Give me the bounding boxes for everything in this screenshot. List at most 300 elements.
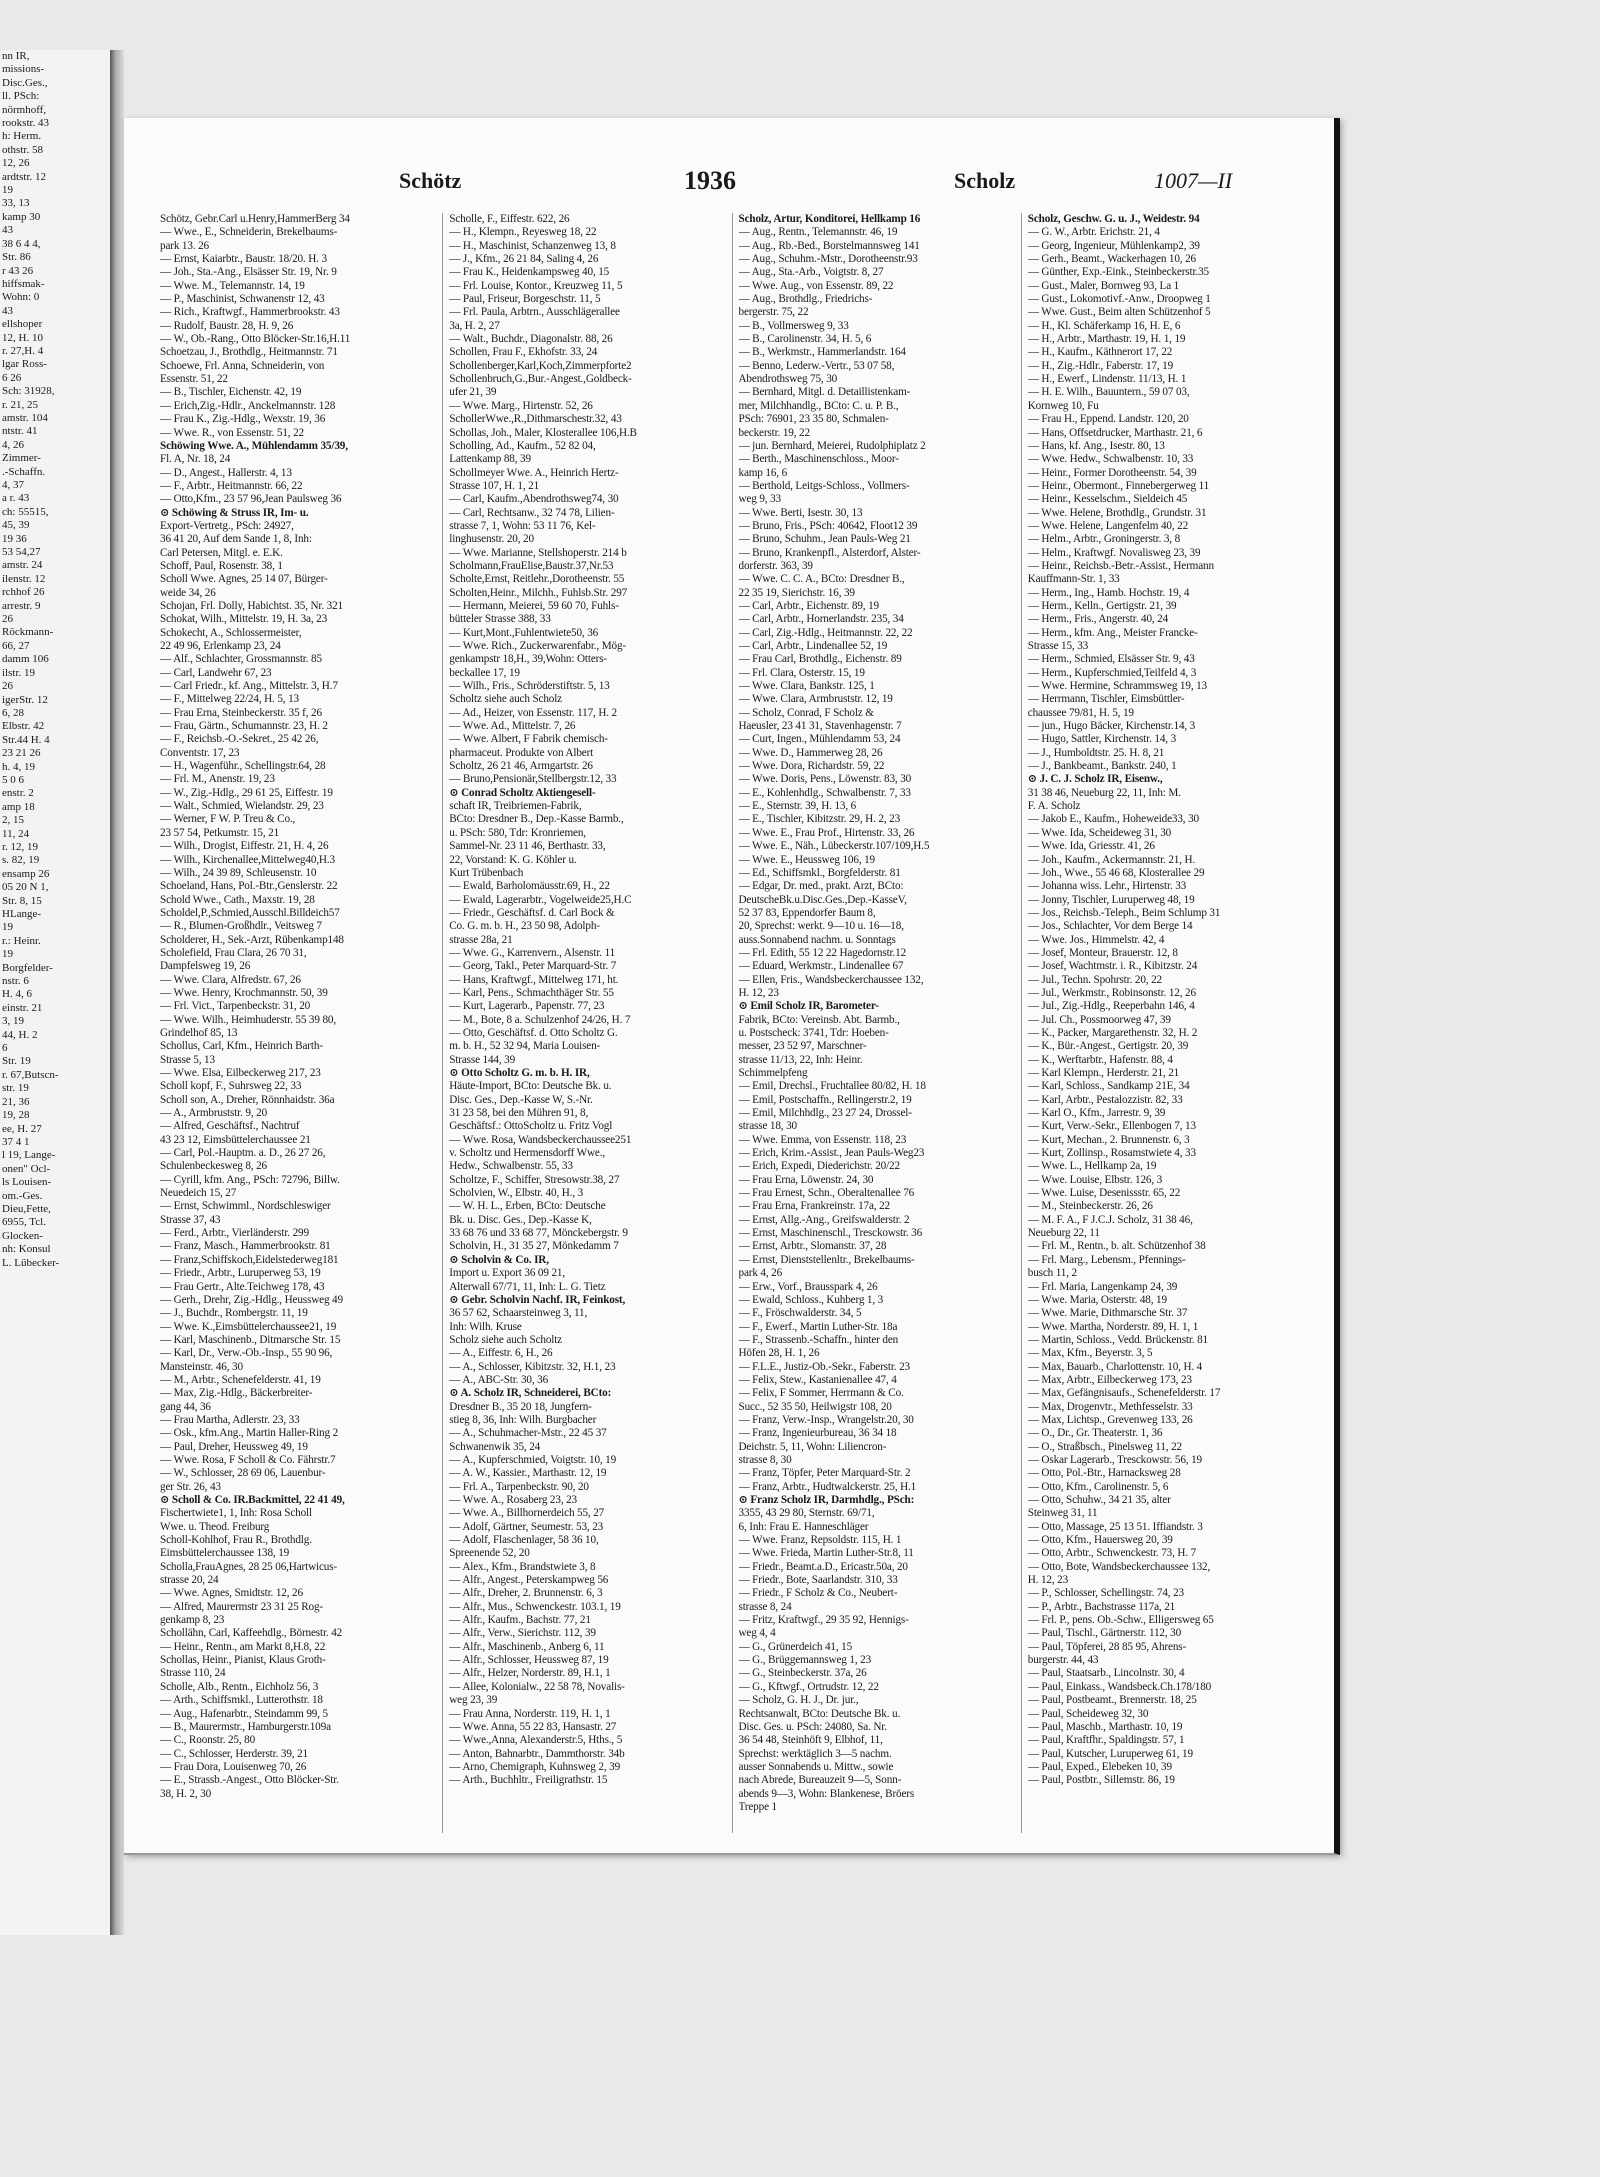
directory-entry: — Alfred, Geschäftsf., Nachtruf [160,1120,300,1133]
directory-entry: — Kurt, Mechan., 2. Brunnenstr. 6, 3 [1027,1133,1190,1146]
directory-entry: — Emil, Drechsl., Fruchtallee 80/82, H. 18 [738,1080,926,1093]
directory-entry: — Aug., Schuhm.-Mstr., Dorotheenstr.93 [738,253,918,266]
directory-entry: — Ellen, Fris., Wandsbeckerchaussee 132, [738,973,924,986]
sliver-line: 66, 27 [2,639,30,652]
directory-entry: — Wwe. Franz, Repsoldstr. 115, H. 1 [738,1534,902,1547]
directory-entry: 43 23 12, Eimsbüttelerchaussee 21 [160,1133,311,1146]
sliver-line: arrestr. 9 [2,599,41,612]
directory-entry: Abendrothsweg 75, 30 [738,373,838,386]
sliver-line: 12, H. 10 [2,331,43,344]
directory-entry: — Jul., Werkmstr., Robinsonstr. 12, 26 [1027,986,1196,999]
directory-entry: — K., Packer, Margarethenstr. 32, H. 2 [1027,1026,1198,1039]
directory-entry: — Arno, Chemigraph, Kuhnsweg 2, 39 [449,1760,621,1773]
sliver-line: r. 12, 19 [2,840,39,853]
directory-entry: — Otto, Massage, 25 13 51. Iffiandstr. 3 [1027,1520,1203,1533]
directory-entry: u. Postscheck: 3741, Tdr: Hoeben- [738,1026,889,1039]
directory-entry: Schimmelpfeng [738,1067,808,1079]
directory-entry: — Otto, Kfm., Hauersweg 20, 39 [1027,1534,1173,1547]
directory-entry: — Heinr., Reichsb.-Betr.-Assist., Hermann [1027,559,1214,572]
directory-entry: ⊙ Scholl & Co. IR.Backmittel, 22 41 49, [160,1494,345,1506]
directory-entry: strasse 8, 30 [738,1453,792,1466]
directory-entry: — B., Vollmersweg 9, 33 [738,319,849,332]
directory-entry: — F.L.E., Justiz-Ob.-Sekr., Faberstr. 23 [738,1360,910,1373]
sliver-line: 6955, Tcl. [2,1216,46,1229]
directory-entry: — Paul, Tischl., Gärtnerstr. 112, 30 [1027,1627,1182,1640]
directory-entry: — Rich., Kraftwgf., Hammerbrookstr. 43 [160,306,340,319]
directory-entry: — H., Maschinist, Schanzenweg 13, 8 [449,239,616,252]
directory-entry: Scholtz siehe auch Scholz [449,693,563,706]
sliver-line: 45, 39 [2,519,30,532]
directory-entry: burgerstr. 44, 43 [1027,1654,1099,1667]
directory-entry: — Paul, Friseur, Borgeschstr. 11, 5 [449,293,601,306]
directory-entry: — Jul. Ch., Possmoorweg 47, 39 [1027,1013,1171,1026]
directory-entry: — Adolf, Flaschenlager, 58 36 10, [449,1534,599,1547]
directory-entry: auss.Sonnabend nachm. u. Sonntags [738,933,896,946]
directory-entry: Scholefield, Frau Clara, 26 70 31, [160,946,307,959]
directory-entry: — Wwe. D., Hammerweg 28, 26 [738,746,883,759]
directory-entry: Schollus, Carl, Kfm., Heinrich Barth- [160,1040,323,1053]
directory-entry: — Carl, Arbtr., Hornerlandstr. 235, 34 [738,613,904,626]
directory-entry: — Alfr., Mus., Schwenckestr. 103.1, 19 [449,1600,621,1613]
directory-entry: — Wwe. A., Billhornerdeich 55, 27 [449,1507,605,1520]
directory-entry: — M. F. A., F J.C.J. Scholz, 31 38 46, [1027,1213,1193,1226]
directory-entry: — B., Carolinenstr. 34, H. 5, 6 [738,333,872,346]
directory-entry: — F., Arbtr., Heitmannstr. 66, 22 [160,479,303,492]
directory-entry: — M., Arbtr., Schenefelderstr. 41, 19 [160,1373,321,1386]
directory-entry: — Frl. M., Anenstr. 19, 23 [160,773,275,786]
directory-entry: ⊙ A. Scholz IR, Schneiderei, BCto: [449,1387,612,1400]
directory-entry: — Ewald, Lagerarbtr., Vogelweide25,H.C [449,893,632,906]
sliver-line: Disc.Ges., [2,76,48,89]
directory-entry: Lattenkamp 88, 39 [449,453,531,466]
directory-entry: — Max, Gefängnisaufs., Schenefelderstr. 17 [1027,1387,1221,1400]
directory-entry: — Wwe. E., Näh., Lübeckerstr.107/109,H.5 [738,840,930,853]
directory-entry: — Franz, Masch., Hammerbrookstr. 81 [160,1240,331,1253]
directory-entry: — Wwe. Gust., Beim alten Schützenhof 5 [1027,306,1211,319]
sliver-line: h: Herm. [2,130,42,143]
directory-entry: F. A. Scholz [1027,800,1081,813]
directory-entry: weide 34, 26 [160,586,216,599]
sliver-line: 05 20 N 1, [2,881,49,894]
directory-entry: — Kurt, Zollinsp., Rosamstwiete 4, 33 [1027,1147,1196,1160]
sliver-line: ee, H. 27 [2,1122,42,1135]
directory-entry: — Jonny, Tischler, Luruperweg 48, 19 [1027,893,1195,906]
directory-entry: Sammel-Nr. 23 11 46, Berthastr. 33, [449,840,606,853]
directory-entry: — F., Reichsb.-O.-Sekret., 25 42 26, [160,733,319,746]
directory-entry: strasse 20, 24 [160,1574,219,1587]
directory-entry: Deichstr. 5, 11, Wohn: Liliencron- [738,1440,887,1453]
directory-entry: Scholl son, A., Dreher, Rönnhaidstr. 36a [160,1093,335,1106]
directory-entry: — B., Tischler, Eichenstr. 42, 19 [160,386,302,399]
directory-entry: — Wwe. Dora, Richardstr. 59, 22 [738,760,885,773]
directory-entry: — Wwe. Hermine, Schrammsweg 19, 13 [1027,680,1207,693]
directory-entry: — Cyrill, kfm. Ang., PSch: 72796, Billw. [160,1173,340,1186]
directory-entry: Schoff, Paul, Rosenstr. 38, 1 [160,559,283,572]
directory-entry: — Paul, Einkass., Wandsbeck.Ch.178/180 [1027,1680,1212,1693]
directory-entry: Mansteinstr. 46, 30 [160,1360,243,1373]
directory-entry: Schojan, Frl. Dolly, Habichtst. 35, Nr. 321 [160,599,343,612]
directory-entry: — Karl, Arbtr., Pestalozzistr. 82, 33 [1027,1093,1183,1106]
directory-entry: — Wilh., Kirchenallee,Mittelweg40,H.3 [160,853,335,866]
directory-entry: — Günther, Exp.-Eink., Steinbeckerstr.35 [1027,266,1209,279]
directory-entry: — Wwe. Anna, 55 22 83, Hansastr. 27 [449,1720,617,1733]
sliver-line: 43 [2,304,13,317]
sliver-line: 6 [2,1042,8,1055]
directory-entry: — A. W., Kassier., Marthastr. 12, 19 [449,1467,607,1480]
sliver-line: 2, 15 [2,814,24,827]
directory-entry: Kurt Trübenbach [449,866,524,879]
directory-entry: — Frau Gertr., Alte.Teichweg 178, 43 [160,1280,325,1293]
sliver-line: 26 [2,613,13,626]
sliver-line: nh: Konsul [2,1243,51,1256]
header-left-keyword: Schötz [399,168,462,193]
directory-entry: Scholderer, H., Sek.-Arzt, Rübenkamp148 [160,933,344,946]
directory-entry: Essenstr. 51, 22 [160,373,228,386]
directory-entry: — Wwe. E., Frau Prof., Hirtenstr. 33, 26 [738,826,915,839]
directory-entry: — Joh., Kaufm., Ackermannstr. 21, H. [1027,853,1196,866]
directory-entry: — Frau Erna, Steinbeckerstr. 35 f, 26 [160,706,322,719]
directory-entry: — J., Humboldtstr. 25. H. 8, 21 [1027,746,1165,759]
sliver-line: r.: Heinr. [2,934,41,947]
directory-entry: — A., Schuhmacher-Mstr., 22 45 37 [449,1427,607,1440]
directory-entry: Scholl Wwe. Agnes, 25 14 07, Bürger- [160,573,328,586]
directory-entry: — Ewald, Schloss., Kuhberg 1, 3 [738,1293,884,1306]
directory-entry: — Ad., Heizer, von Essenstr. 117, H. 2 [449,706,618,719]
directory-entry: — Paul, Kutscher, Luruperweg 61, 19 [1027,1747,1193,1760]
directory-entry: — K., Bür.-Angest., Gertigstr. 20, 39 [1027,1040,1189,1053]
column-2 [449,213,732,1833]
directory-entry: — Alex., Kfm., Brandstwiete 3, 8 [449,1560,596,1573]
directory-entry: PSch: 76901, 23 35 80, Schmalen- [738,413,889,426]
directory-entry: — Herm., Kelln., Gertigstr. 21, 39 [1027,599,1177,612]
directory-entry: Rechtsanwalt, BCto: Deutsche Bk. u. [738,1707,901,1720]
sliver-line: einstr. 21 [2,1001,43,1014]
directory-entry: — Gust., Lokomotivf.-Anw., Droopweg 1 [1027,293,1211,306]
directory-entry: — Martin, Schloss., Vedd. Brückenstr. 81 [1027,1333,1208,1346]
directory-entry: — Wwe. Wilh., Heimhuderstr. 55 39 80, [160,1013,336,1026]
directory-entry: — F., Ewerf., Martin Luther-Str. 18a [738,1320,898,1333]
directory-entry: Schollas, Heinr., Pianist, Klaus Groth- [160,1654,326,1667]
directory-entry: stieg 8, 36, Inh: Wilh. Burgbacher [449,1413,597,1426]
sliver-line: s. 82, 19 [2,854,40,867]
directory-entry: Strasse 15, 33 [1027,640,1089,652]
directory-entry: 3a, H. 2, 27 [449,319,500,332]
column-4 [1028,213,1310,1833]
directory-entry: — Bernhard, Mitgl. d. Detaillistenkam- [738,386,911,399]
directory-entry: — P., Maschinist, Schwanenstr 12, 43 [160,293,325,306]
directory-entry: Scholte,Ernst, Reitlehr.,Dorotheenstr. 55 [449,573,625,586]
directory-entry: — Wwe. Ida, Scheideweg 31, 30 [1027,826,1172,839]
sliver-line: Zimmer- [2,452,41,465]
directory-entry: — Emil, Postschaffn., Rellingerstr.2, 19 [738,1093,912,1106]
directory-entry: — Wwe. Emma, von Essenstr. 118, 23 [738,1133,907,1146]
directory-entry: DeutscheBk.u.Disc.Ges.,Dep.-KasseV, [738,893,907,906]
directory-entry: — Kurt, Verw.-Sekr., Ellenbogen 7, 13 [1027,1120,1196,1133]
previous-page-sliver [0,50,113,1935]
sliver-line: H. 4, 6 [2,988,32,1001]
directory-entry: — Max, Bauarb., Charlottenstr. 10, H. 4 [1027,1360,1203,1373]
directory-entry: — Paul, Dreher, Heussweg 49, 19 [160,1440,308,1453]
directory-entry: — H., Ewerf., Lindenstr. 11/13, H. 1 [1027,373,1187,386]
directory-entry: pharmaceut. Produkte von Albert [449,746,594,759]
directory-entry: — Ernst, Allg.-Ang., Greifswalderstr. 2 [738,1213,910,1226]
sliver-line: 6, 28 [2,706,24,719]
directory-entry: — P., Schlosser, Schellingstr. 74, 23 [1027,1587,1184,1600]
directory-entry: — Wwe. Helene, Brothdlg., Grundstr. 31 [1027,506,1207,519]
directory-entry: — Paul, Staatsarb., Lincolnstr. 30, 4 [1027,1667,1185,1680]
directory-entry: schaft IR, Treibriemen-Fabrik, [449,800,582,813]
directory-entry: — Gerh., Beamt., Wackerhagen 10, 26 [1027,253,1196,266]
directory-entry: Scholten,Heinr., Milchh., Fuhlsb.Str. 297 [449,586,628,599]
directory-entry: — Adolf, Gärtner, Seumestr. 53, 23 [449,1520,604,1533]
directory-entry: — Otto, Geschäftsf. d. Otto Scholtz G. [449,1026,618,1039]
sliver-line: 53 54,27 [2,546,41,559]
sliver-line: missions- [2,63,45,76]
sliver-line: ls Louisen- [2,1176,52,1189]
directory-entry: — Bruno,Pensionär,Stellbergstr.12, 33 [449,773,617,786]
directory-entry: Scholtze, F., Schiffer, Stresowstr.38, 27 [449,1173,620,1186]
directory-entry: — Carl, Arbtr., Lindenallee 52, 19 [738,640,888,652]
directory-entry: Co. G. m. b. H., 23 50 98, Adolph- [449,920,600,933]
sliver-line: .-Schaffn. [2,465,46,478]
directory-entry: — W. H. L., Erben, BCto: Deutsche [449,1200,606,1213]
directory-entry: bütteler Strasse 388, 33 [449,613,551,626]
sliver-line: ilenstr. 12 [2,572,46,585]
sliver-line: 12, 26 [2,157,30,170]
directory-entry: — H. E. Wilh., Bauuntern., 59 07 03, [1027,386,1190,399]
directory-entry: — Herrmann, Tischler, Eimsbüttler- [1027,693,1185,706]
directory-entry: — O., Dr., Gr. Theaterstr. 1, 36 [1027,1427,1163,1440]
directory-entry: — Ernst, Arbtr., Slomanstr. 37, 28 [738,1240,887,1253]
directory-entry: Dresdner B., 35 20 18, Jungfern- [449,1400,592,1413]
directory-entry: 22, Vorstand: K. G. Köhler u. [449,853,577,866]
directory-entry: — Otto, Pol.-Btr., Harnacksweg 28 [1027,1467,1181,1480]
directory-entry: — Wilh., Drogist, Eiffestr. 21, H. 4, 26 [160,840,329,853]
sliver-line: Str. 86 [2,251,31,264]
sliver-line: igerStr. 12 [2,693,48,706]
sliver-line: str. 19 [2,1082,29,1095]
directory-entry: Schollmeyer Wwe. A., Heinrich Hertz- [449,466,619,479]
directory-entry: — Wwe. Louise, Elbstr. 126, 3 [1027,1173,1163,1186]
directory-entry: Scholl kopf, F., Suhrsweg 22, 33 [160,1080,302,1093]
directory-entry: — Oskar Lagerarb., Tresckowstr. 56, 19 [1027,1453,1202,1466]
sliver-line: 37 4 1 [2,1135,30,1148]
directory-entry: 36 57 62, Schaarsteinweg 3, 11, [449,1307,588,1320]
directory-entry: — Paul, Töpferei, 28 85 95, Ahrens- [1027,1640,1187,1653]
directory-entry: Wwe. u. Theod. Freiburg [160,1520,270,1533]
sliver-line: Str.44 H. 4 [2,733,50,746]
directory-entry: mer, Milchhandlg., BCto: C. u. P. B., [738,399,899,412]
sliver-line: rookstr. 43 [2,117,50,130]
directory-entry: — Anton, Bahnarbtr., Dammthorstr. 34b [449,1747,625,1760]
sliver-line: 19 36 [2,532,27,545]
directory-entry: strasse 28a, 21 [449,933,513,946]
directory-entry: — Wilh., 24 39 89, Schleusenstr. 10 [160,866,317,879]
directory-entry: beckallee 17, 19 [449,666,520,679]
directory-entry: — Max, Zig.-Hdlg., Bäckerbreiter- [160,1387,313,1400]
directory-entry: — Otto, Schuhw., 34 21 35, alter [1027,1494,1171,1506]
directory-entry: ⊙ Scholvin & Co. IR, [449,1253,549,1266]
directory-entry: — Alfred, Maurermstr 23 31 25 Rog- [160,1600,323,1613]
directory-entry: ⊙ J. C. J. Scholz IR, Eisenw., [1027,773,1163,786]
directory-entry: — A., Kupferschmied, Voigtstr. 10, 19 [449,1453,617,1466]
directory-entry: — Frau Erna, Frankreinstr. 17a, 22 [738,1200,890,1213]
directory-entry: Scholle, Alb., Rentn., Eichholz 56, 3 [160,1680,319,1693]
directory-entry: — Bruno, Fris., PSch: 40642, Floot12 39 [738,519,918,532]
directory-entry: — Friedr., F Scholz & Co., Neubert- [738,1587,898,1600]
directory-entry: — Johanna wiss. Lehr., Hirtenstr. 33 [1027,880,1187,893]
sliver-line: Röckmann- [2,626,54,639]
directory-entry: — Wwe. Elsa, Eilbeckerweg 217, 23 [160,1067,321,1079]
directory-entry: Steinweg 31, 11 [1027,1507,1098,1520]
directory-entry: m. b. H., 52 32 94, Maria Louisen- [449,1040,601,1053]
directory-entry: — Wwe. R., von Essenstr. 51, 22 [160,426,304,439]
page-header [124,168,1334,198]
directory-entry: — Karl O., Kfm., Jarrestr. 9, 39 [1027,1107,1166,1120]
sliver-line: nn IR, [2,50,30,62]
directory-entry: — Frau Carl, Brothdlg., Eichenstr. 89 [738,653,902,666]
directory-entry: Spreenende 52, 20 [449,1547,530,1560]
directory-entry: abends 9—3, Wohn: Blankenese, Bröers [738,1787,915,1800]
directory-entry: — Franz, Töpfer, Peter Marquard-Str. 2 [738,1467,911,1480]
directory-entry: — Ernst, Kaiarbtr., Baustr. 18/20. H. 3 [160,253,327,266]
directory-entry: Fabrik, BCto: Vereinsb. Abt. Barmb., [738,1013,900,1026]
directory-entry: Import u. Export 36 09 21, [449,1267,565,1280]
directory-entry: 20, Sprechst: werkt. 9—10 u. 16—18, [738,920,904,933]
directory-entry: — Wwe. Marg., Hirtenstr. 52, 26 [449,399,593,412]
sliver-line: amstr. 24 [2,559,43,572]
directory-entry: Schoewe, Frl. Anna, Schneiderin, von [160,359,325,372]
directory-entry: — Jos., Schlachter, Vor dem Berge 14 [1027,920,1193,933]
directory-entry: — Helm., Arbtr., Groningerstr. 3, 8 [1027,533,1181,546]
directory-entry: — Otto, Arbtr., Schwenckestr. 73, H. 7 [1027,1547,1197,1560]
directory-entry: — H., Zig.-Hdlr., Faberstr. 17, 19 [1027,359,1174,372]
directory-entry: park 4, 26 [738,1267,783,1280]
directory-entry: — Otto, Kfm., Carolinenstr. 5, 6 [1027,1480,1169,1493]
directory-entry: Scholla,FrauAgnes, 28 25 06,Hartwicus- [160,1560,337,1573]
sliver-line: damm 106 [2,653,49,666]
directory-entry: — Max, Arbtr., Eilbeckerweg 173, 23 [1027,1373,1192,1386]
directory-entry: ⊙ Gebr. Scholvin Nachf. IR, Feinkost, [449,1293,626,1306]
sliver-line: l 19, Lange- [2,1149,56,1162]
directory-entry: — Jul., Zig.-Hdlg., Reeperbahn 146, 4 [1027,1000,1195,1013]
directory-entry: bergerstr. 75, 22 [738,306,809,319]
directory-entry: 38, H. 2, 30 [160,1787,212,1800]
directory-entry: — Bruno, Schuhm., Jean Pauls-Weg 21 [738,533,911,546]
directory-entry: — Franz, Verw.-Insp., Wrangelstr.20, 30 [738,1413,914,1426]
directory-entry: Succ., 52 35 50, Heilwigstr 108, 20 [738,1400,892,1413]
directory-entry: — Hugo, Sattler, Kirchenstr. 14, 3 [1027,733,1177,746]
directory-entry: Schulenbeckesweg 8, 26 [160,1160,267,1173]
sliver-line: r. 27,H. 4 [2,344,44,357]
directory-entry: — Wwe. Jos., Himmelstr. 42, 4 [1027,933,1165,946]
sliver-line: 33, 13 [2,197,30,210]
directory-entry: — Ferd., Arbtr., Vierländerstr. 299 [160,1227,309,1240]
directory-entry: 36 41 20, Auf dem Sande 1, 8, Inh: [160,533,312,546]
directory-entry: — Frau Ernest, Schn., Oberaltenallee 76 [738,1187,915,1200]
directory-entry: — Bruno, Krankenpfl., Alsterdorf, Alster- [738,546,921,559]
directory-entry: — Karl, Maschinenb., Ditmarsche Str. 15 [160,1333,341,1346]
directory-entry: Treppe 1 [738,1800,777,1813]
directory-entry: — Alfr., Helzer, Norderstr. 89, H.1, 1 [449,1667,611,1680]
directory-entry: — Erw., Vorf., Brausspark 4, 26 [738,1280,878,1293]
directory-entry: — Carl, Rechtsanw., 32 74 78, Lilien- [449,506,615,519]
directory-entry: ⊙ Otto Scholtz G. m. b. H. IR, [449,1067,590,1079]
directory-entry: strasse 11/13, 22, Inh: Heinr. [738,1053,863,1066]
directory-entry: — Georg, Takl., Peter Marquard-Str. 7 [449,960,617,973]
directory-entry: — Wwe. Hedw., Schwalbenstr. 10, 33 [1027,453,1194,466]
directory-entry: Scholdel,P.,Schmied,Ausschl.Billdeich57 [160,906,340,919]
directory-entry: — Max, Lichtsp., Grevenweg 133, 26 [1027,1413,1193,1426]
directory-entry: messer, 23 52 97, Marschner- [738,1040,867,1053]
directory-entry: Sprechst: werktäglich 3—5 nachm. [738,1747,892,1760]
directory-entry: — Erich, Expedi, Diederichstr. 20/22 [738,1160,900,1173]
directory-entry: v. Scholtz und Hermensdorff Wwe., [449,1147,606,1160]
directory-entry: busch 11, 2 [1027,1267,1077,1280]
sliver-line: 43 [2,224,13,237]
directory-entry: — Scholz, G. H. J., Dr. jur., [738,1694,859,1707]
directory-entry: — H., Kaufm., Käthnerort 17, 22 [1027,346,1173,359]
directory-entry: — Wilh., Fris., Schröderstiftstr. 5, 13 [449,680,610,693]
directory-entry: — Wwe. Rich., Zuckerwarenfabr., Mög- [449,640,627,652]
directory-entry: — Joh., Sta.-Ang., Elsässer Str. 19, Nr. 9 [160,266,337,279]
directory-entry: — Karl, Dr., Verw.-Ob.-Insp., 55 90 96, [160,1347,333,1360]
directory-entry: — Herm., Ing., Hamb. Hochstr. 19, 4 [1027,586,1190,599]
directory-entry: — Friedr., Geschäftsf. d. Carl Bock & [449,906,615,919]
directory-entry: — Frl. Edith, 55 12 22 Hagedornstr.12 [738,946,907,959]
directory-entry: — G. W., Arbtr. Erichstr. 21, 4 [1027,226,1160,239]
directory-entry: — Walt., Schmied, Wielandstr. 29, 23 [160,800,324,813]
directory-entry: — Jos., Reichsb.-Teleph., Beim Schlump 31 [1027,906,1221,919]
sliver-line: kamp 30 [2,210,41,223]
sliver-line: 19 [2,184,13,197]
directory-entry: — Paul, Postbeamt., Brennerstr. 18, 25 [1027,1694,1197,1707]
directory-entry: — Berthold, Leitgs-Schloss., Vollmers- [738,479,910,492]
directory-entry: Bk. u. Disc. Ges., Dep.-Kasse K, [449,1213,592,1226]
directory-entry: — Wwe. Frieda, Martin Luther-Str.8, 11 [738,1547,914,1560]
directory-entry: — Frl. P., pens. Ob.-Schw., Elligersweg 65 [1027,1614,1214,1627]
directory-entry: — G., Kftwgf., Ortrudstr. 12, 22 [738,1680,879,1693]
directory-entry: Schwanenwik 35, 24 [449,1440,541,1453]
directory-entry: — G., Grünerdeich 41, 15 [738,1640,853,1653]
directory-entry: genkampstr 18,H., 39,Wohn: Otters- [449,653,607,666]
directory-entry: — G., Steinbeckerstr. 37a, 26 [738,1667,867,1680]
directory-entry: — Scholz, Conrad, F Scholz & [738,706,874,719]
directory-entry: Eimsbüttelerchaussee 138, 19 [160,1547,290,1560]
sliver-line: Dieu,Fette, [2,1202,51,1215]
directory-entry: Geschäftsf.: OttoScholtz u. Fritz Vogl [449,1120,613,1133]
sliver-line: r. 67,Butscn- [2,1068,59,1081]
directory-entry: — Wwe. Ida, Griesstr. 41, 26 [1027,840,1155,853]
sliver-line: Wohn: 0 [2,291,40,304]
directory-entry: — Erich, Krim.-Assist., Jean Pauls-Weg23 [738,1147,925,1160]
directory-entry: Schötz, Gebr.Carl u.Henry,HammerBerg 34 [160,213,350,225]
directory-entry: — Wwe. Berti, Isestr. 30, 13 [738,506,863,519]
sliver-line: ardtstr. 12 [2,170,46,183]
directory-entry: Strasse 37, 43 [160,1213,221,1226]
directory-entry: — Frau K., Heidenkampsweg 40, 15 [449,266,610,279]
directory-entry: — Wwe. Martha, Norderstr. 89, H. 1, 1 [1027,1320,1199,1333]
directory-entry: weg 9, 33 [738,493,781,506]
directory-entry: — Frl. Vict., Tarpenbeckstr. 31, 20 [160,1000,311,1013]
directory-entry: — Paul, Kraftfhr., Spaldingstr. 57, 1 [1027,1734,1185,1747]
directory-entry: kamp 16, 6 [738,466,788,479]
directory-entry: Alterwall 67/71, 11, Inh: L. G. Tietz [449,1280,606,1293]
directory-entry: — A., Eiffestr. 6, H., 26 [449,1347,553,1360]
directory-entry: — M., Steinbeckerstr. 26, 26 [1027,1200,1153,1213]
directory-entry: — Alfr., Kaufm., Bachstr. 77, 21 [449,1614,591,1627]
sliver-line: r 43 26 [2,264,34,277]
